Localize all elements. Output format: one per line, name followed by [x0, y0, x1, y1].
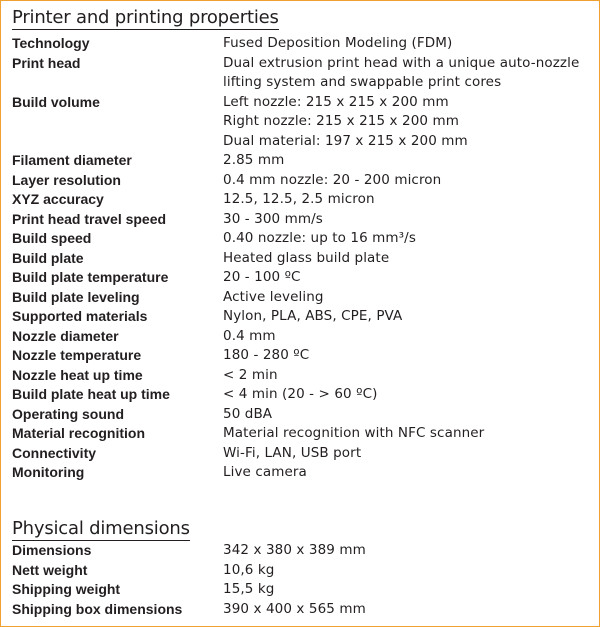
spec-row	[12, 346, 592, 366]
physical-dimensions-table	[12, 541, 592, 619]
spec-label: Build speed	[12, 230, 92, 246]
spec-row	[12, 210, 592, 230]
spec-value: < 4 min (20 - > 60 ºC)	[223, 386, 378, 402]
spec-label: Build plate temperature	[12, 269, 169, 285]
spec-label: Build plate heat up time	[12, 386, 170, 402]
spec-row	[12, 327, 592, 347]
spec-value: 15,5 kg	[223, 581, 275, 597]
spec-value: 10,6 kg	[223, 561, 275, 578]
spec-label: Layer resolution	[12, 171, 121, 188]
spec-row	[12, 249, 592, 269]
spec-row	[12, 132, 592, 152]
spec-label: Filament diameter	[12, 152, 132, 168]
spec-value: 12.5, 12.5, 2.5 micron	[223, 191, 375, 207]
spec-value: Wi-Fi, LAN, USB port	[223, 444, 362, 461]
spec-value: 0.4 mm	[223, 327, 276, 344]
spec-label: Print head travel speed	[12, 210, 167, 227]
spec-value: 50 dBA	[223, 405, 273, 422]
spec-label: Build plate	[12, 249, 84, 266]
spec-label: Nett weight	[12, 561, 88, 578]
spec-label: Print head	[12, 54, 81, 71]
spec-value: 2.85 mm	[223, 152, 285, 168]
spec-value: Left nozzle: 215 x 215 x 200 mm	[223, 93, 449, 110]
spec-value: 0.4 mm nozzle: 20 - 200 micron	[223, 171, 442, 188]
spec-row	[12, 34, 592, 54]
spec-row	[12, 385, 592, 405]
spec-value: Material recognition with NFC scanner	[223, 425, 485, 441]
spec-value: Nylon, PLA, ABS, CPE, PVA	[223, 308, 403, 324]
spec-value: Live camera	[223, 464, 307, 480]
spec-row	[12, 73, 592, 93]
spec-row	[12, 268, 592, 288]
spec-row	[12, 151, 592, 171]
spec-row	[12, 288, 592, 308]
spec-value: 390 x 400 x 565 mm	[223, 600, 366, 617]
spec-label: Monitoring	[12, 464, 85, 480]
spec-value: Fused Deposition Modeling (FDM)	[223, 35, 453, 51]
spec-label: Shipping weight	[12, 581, 121, 597]
spec-label: Technology	[12, 35, 90, 51]
section-title-printer-text: Printer and printing properties	[12, 7, 279, 28]
spec-row	[12, 405, 592, 425]
spec-label: Material recognition	[12, 425, 146, 441]
spec-value: 342 x 380 x 389 mm	[223, 542, 366, 558]
spec-label: Nozzle temperature	[12, 347, 142, 363]
spec-label: Dimensions	[12, 542, 92, 558]
spec-row	[12, 171, 592, 191]
spec-label: Build plate leveling	[12, 288, 140, 305]
spec-value: 20 - 100 ºC	[223, 269, 301, 285]
spec-value: 0.40 nozzle: up to 16 mm³/s	[223, 230, 416, 246]
spec-label: Build volume	[12, 93, 100, 110]
spec-value: Dual extrusion print head with a unique auto-nozzle	[223, 54, 580, 71]
section-title-rule	[12, 29, 279, 30]
spec-row	[12, 229, 592, 249]
spec-label: Operating sound	[12, 405, 124, 422]
spec-value: Heated glass build plate	[223, 249, 390, 266]
spec-row	[12, 561, 592, 581]
spec-row	[12, 541, 592, 561]
spec-row	[12, 93, 592, 113]
spec-label: Shipping box dimensions	[12, 600, 183, 617]
spec-label: Nozzle heat up time	[12, 366, 143, 383]
printer-properties-table	[12, 34, 592, 483]
spec-row	[12, 444, 592, 464]
spec-value: 30 - 300 mm/s	[223, 210, 323, 227]
spec-row	[12, 424, 592, 444]
spec-row	[12, 463, 592, 483]
section-title-printer	[12, 7, 279, 30]
spec-row	[12, 600, 592, 620]
section-title-physical	[12, 518, 190, 541]
spec-label: Supported materials	[12, 308, 148, 324]
spec-row	[12, 112, 592, 132]
spec-row	[12, 366, 592, 386]
spec-label: Connectivity	[12, 444, 97, 461]
spec-value: Right nozzle: 215 x 215 x 200 mm	[223, 113, 459, 129]
spec-value: lifting system and swappable print cores	[223, 74, 502, 90]
spec-row	[12, 54, 592, 74]
spec-value: 180 - 280 ºC	[223, 347, 310, 363]
spec-label: XYZ accuracy	[12, 191, 104, 207]
spec-row	[12, 580, 592, 600]
spec-row	[12, 190, 592, 210]
section-title-physical-text: Physical dimensions	[12, 518, 190, 539]
spec-row	[12, 307, 592, 327]
spec-value: < 2 min	[223, 366, 278, 383]
spec-value: Active leveling	[223, 288, 324, 305]
spec-value: Dual material: 197 x 215 x 200 mm	[223, 132, 468, 149]
spec-label: Nozzle diameter	[12, 327, 119, 344]
